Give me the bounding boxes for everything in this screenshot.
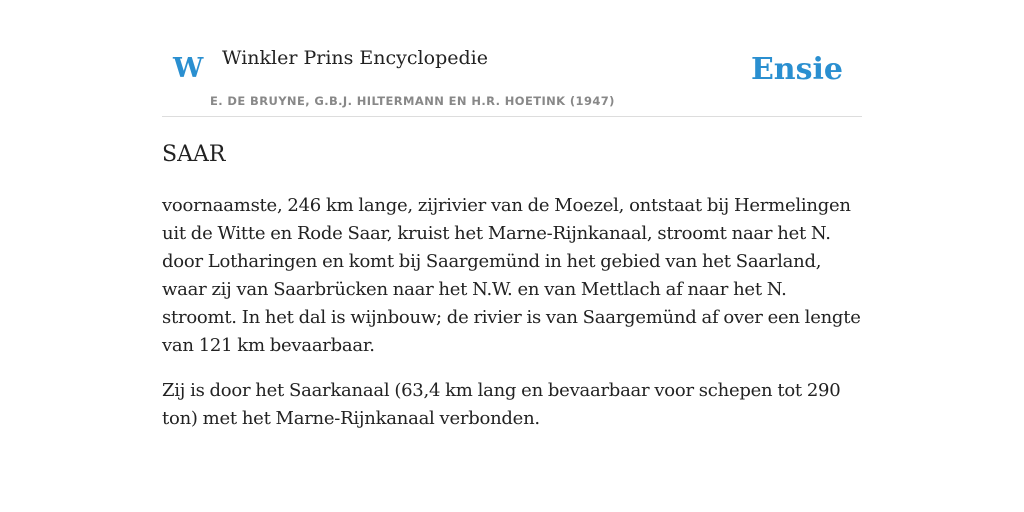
source-title[interactable]: Winkler Prins Encyclopedie bbox=[222, 47, 488, 69]
ensie-logo-link[interactable]: Ensie bbox=[750, 52, 843, 87]
entry-paragraph: voornaamste, 246 km lange, zijrivier van de Moezel, ontstaat bij Hermelingen uit de Witte en Rode Saar, kruist het Marne-Rijnkanaal, stroomt naar het N. door Lotharingen en komt bij Saargemünd in het gebied van het Saarland, waar zij van Saarbrücken naar het N.W. en van Mettlach af naar het N. stroomt. In het dal is wijnbouw; de rivier is van Saargemünd af over een lengte van 121 km bevaarbaar. bbox=[162, 195, 861, 356]
source-authors: E. DE BRUYNE, G.B.J. HILTERMANN EN H.R. HOETINK (1947) bbox=[210, 94, 615, 108]
winkler-prins-logo[interactable]: W bbox=[173, 53, 204, 84]
entry-paragraph: Zij is door het Saarkanaal (63,4 km lang en bevaarbaar voor schepen tot 290 ton) met het Marne-Rijnkanaal verbonden. bbox=[162, 380, 841, 429]
source-header bbox=[162, 0, 862, 117]
page-container bbox=[162, 0, 862, 429]
entry-title: SAAR bbox=[162, 142, 226, 167]
entry-body bbox=[162, 192, 862, 450]
